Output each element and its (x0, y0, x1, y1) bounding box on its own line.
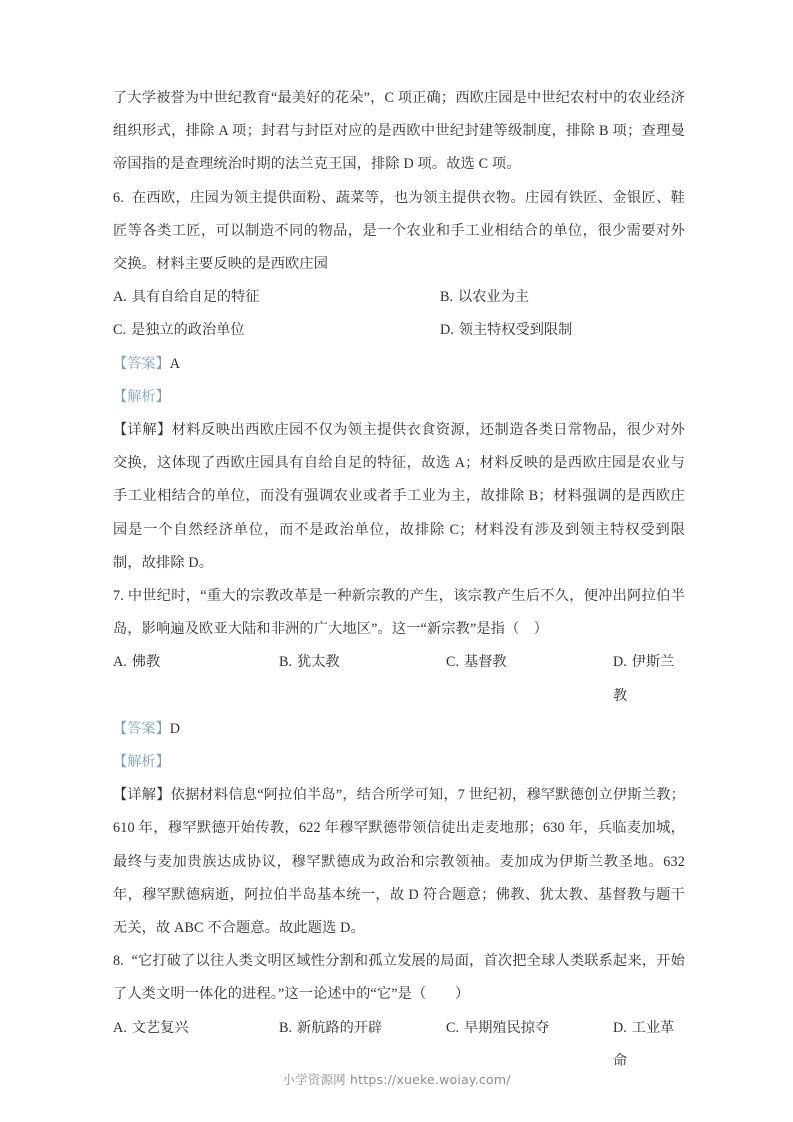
detail-text: 材料反映出西欧庄园不仅为领主提供衣食资源，还制造各类日常物品，很少对外交换，这体现了西欧庄园具有自给自足的特征，故选 A；材料反映的是西欧庄园是农业与手工业相结合的单位，而没有强调农业或者手工业为主，故排除 B；材料强调的是西欧庄园是一个自然经济单位，而不是政治单位，故排除 C；材料没有涉及到领主特权受到限制，故排除 D。 (113, 422, 685, 571)
footer-watermark: 小学资源网 https://xueke.woiay.com/ (282, 1072, 511, 1087)
answer-label: 【答案】 (113, 355, 170, 372)
option-text: 新航路的开辟 (297, 1019, 383, 1036)
option-text: 佛教 (131, 654, 161, 671)
option-letter: D. (440, 322, 454, 339)
option-text: 具有自给自足的特征 (131, 289, 260, 306)
question-8-options-row (113, 1012, 685, 1078)
option-letter: C. (446, 1019, 460, 1036)
continuation-paragraph: 了大学被誉为中世纪教育“最美好的花朵”，C 项正确；西欧庄园是中世纪农村中的农业经济组织形式，排除 A 项；封君与封臣对应的是西欧中世纪封建等级制度，排除 B 项；查理曼帝国指的是查理统治时期的法兰克王国，排除 D 项。故选 C 项。 (113, 90, 685, 173)
question-6-stem (113, 182, 685, 282)
question-8-stem (113, 945, 685, 1011)
question-6-option-a[interactable] (113, 281, 440, 314)
option-letter: C. (446, 654, 460, 671)
option-text: 伊斯兰教 (613, 654, 675, 704)
option-text: 领主特权受到限制 (458, 322, 573, 339)
question-6-options-row-1 (113, 281, 685, 314)
option-letter: B. (279, 1019, 293, 1036)
question-6-stem-text: 在西欧，庄园为领主提供面粉、蔬菜等，也为领主提供衣物。庄园有铁匠、金银匠、鞋匠等各类工匠，可以制造不同的物品，是一个农业和手工业相结合的单位，很少需要对外交换。材料主要反映的是西欧庄园 (113, 189, 686, 273)
option-text: 基督教 (464, 654, 507, 671)
question-8-option-d[interactable] (613, 1012, 685, 1078)
option-letter: A. (113, 1019, 127, 1036)
option-text: 犹太教 (297, 654, 340, 671)
option-text: 早期殖民掠夺 (464, 1019, 550, 1036)
question-6-answer (113, 348, 685, 381)
question-8-option-c[interactable] (446, 1012, 613, 1078)
option-letter: A. (113, 289, 127, 306)
question-7-answer (113, 713, 685, 746)
question-7-option-b[interactable] (279, 646, 446, 712)
question-7-option-a[interactable] (113, 646, 279, 712)
answer-label: 【答案】 (113, 720, 170, 737)
option-text: 是独立的政治单位 (131, 322, 245, 339)
analysis-label: 【解析】 (113, 754, 170, 771)
question-7-analysis-label (113, 746, 685, 779)
option-letter: C. (113, 322, 127, 339)
option-text: 以农业为主 (458, 289, 529, 306)
question-7-stem (113, 580, 685, 646)
detail-text: 依据材料信息“阿拉伯半岛”，结合所学可知，7 世纪初，穆罕默德创立伊斯兰教；610 年，穆罕默德开始传教，622 年穆罕默德带领信徒出走麦地那；630 年，兵临麦加城，最终与麦加贵族达成协议，穆罕默德成为政治和宗教领袖。麦加成为伊斯兰教圣地。632 年，穆罕默德病逝，阿拉伯半岛基本统一，故 D 符合题意；佛教、犹太教、基督教与题干无关，故 ABC 不合题意。故此题选 D。 (113, 787, 685, 937)
analysis-label: 【解析】 (113, 388, 170, 405)
question-8-number: 8. (113, 953, 124, 970)
option-text: 工业革命 (613, 1019, 675, 1069)
question-6-detail (113, 414, 685, 580)
detail-label: 【详解】 (113, 422, 172, 439)
answer-value: A (169, 355, 181, 372)
option-letter: B. (440, 289, 454, 306)
question-7-detail (113, 779, 685, 945)
question-7-number: 7. (113, 588, 124, 605)
answer-value: D (169, 720, 181, 737)
question-8-option-a[interactable] (113, 1012, 279, 1078)
question-6-option-c[interactable] (113, 314, 440, 347)
question-6-option-b[interactable] (440, 281, 685, 314)
question-7-option-d[interactable] (613, 646, 685, 712)
question-6-number: 6. (113, 189, 124, 206)
question-6-analysis-label (113, 381, 685, 414)
question-6-options-row-2 (113, 314, 685, 347)
question-7-options-row (113, 646, 685, 712)
question-6-option-d[interactable] (440, 314, 685, 347)
option-letter: D. (613, 1019, 627, 1036)
option-text: 文艺复兴 (131, 1019, 189, 1036)
question-8-option-b[interactable] (279, 1012, 446, 1078)
detail-label: 【详解】 (113, 787, 171, 804)
question-8-stem-text: “它打破了以往人类文明区域性分割和孤立发展的局面，首次把全球人类联系起来，开始了人类文明一体化的进程。”这一论述中的“它”是（ ） (113, 953, 685, 1003)
question-7-option-c[interactable] (446, 646, 613, 712)
question-7-stem-text: 中世纪时，“重大的宗教改革是一种新宗教的产生，该宗教产生后不久，便冲出阿拉伯半岛，影响遍及欧亚大陆和非洲的广大地区”。这一“新宗教”是指（ ） (113, 588, 685, 638)
document-content (113, 82, 685, 1078)
option-letter: A. (113, 654, 127, 671)
option-letter: D. (613, 654, 627, 671)
option-letter: B. (279, 654, 293, 671)
